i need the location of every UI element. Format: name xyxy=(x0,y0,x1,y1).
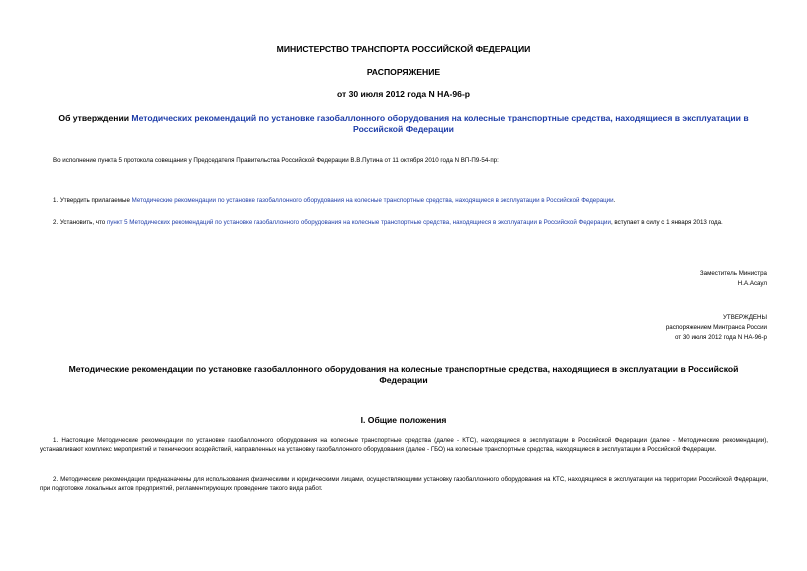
section-1-p2-text: 2. Методические рекомендации предназначены для использования физическими и юридическими лицами, осуществляющими установку газобаллонного оборудования на КТС, находящиеся в эксплуатации на территории Российской Федерации, при подготовке локальных актов предприятий, регламентирующих проведение такого вида работ. xyxy=(40,476,768,493)
item-1-paragraph xyxy=(40,196,768,205)
signature-name: Н.А.Асаул xyxy=(737,280,767,287)
item-1-suffix: . xyxy=(613,197,616,204)
approval-line-3: от 30 июля 2012 года N НА-96-р xyxy=(674,334,767,341)
item-2-suffix: , вступает в силу с 1 января 2013 года. xyxy=(610,219,723,226)
order-title xyxy=(40,113,767,135)
document-type-heading: РАСПОРЯЖЕНИЕ xyxy=(366,67,441,77)
section-1-heading: I. Общие положения xyxy=(360,415,447,425)
item-2-paragraph xyxy=(40,218,768,227)
section-1-paragraph-2 xyxy=(40,475,768,493)
order-title-link[interactable]: Методических рекомендаций по установке газобаллонного оборудования на колесные транспортные средства, находящиеся в эксплуатации в Российской Федерации xyxy=(131,113,749,134)
item-2-prefix: 2. Установить, что xyxy=(53,219,107,226)
preamble-text: Во исполнение пункта 5 протокола совещания у Председателя Правительства Российской Федерации В.В.Путина от 11 октября 2010 года N ВП-П9-54-пр: xyxy=(53,157,499,164)
approval-line-2: распоряжением Минтранса России xyxy=(665,324,767,331)
ministry-heading: МИНИСТЕРСТВО ТРАНСПОРТА РОССИЙСКОЙ ФЕДЕРАЦИИ xyxy=(276,44,531,54)
item-1-link[interactable]: Методические рекомендации по установке газобаллонного оборудования на колесные транспортные средства, находящиеся в эксплуатации в Российской Федерации xyxy=(131,197,614,204)
order-title-prefix: Об утверждении xyxy=(58,113,132,123)
item-2-link[interactable]: пункт 5 Методических рекомендаций по установке газобаллонного оборудования на колесные транспортные средства, находящиеся в эксплуатации в Российской Федерации xyxy=(106,219,611,226)
approval-line-1: УТВЕРЖДЕНЫ xyxy=(723,314,767,321)
section-1-p1-text: 1. Настоящие Методические рекомендации по установке газобаллонного оборудования на колесные транспортные средства (далее - КТС), находящиеся в эксплуатации в Российской Федерации (далее - Методические рекомендации), устанавливают комплекс мероприятий и технических воздействий, направленных на установку газобаллонного оборудования (далее - ГБО) на колесные транспортные средства, находящиеся в эксплуатации в Российской Федерации. xyxy=(40,437,768,454)
approval-block xyxy=(666,313,767,343)
section-1-paragraph-1 xyxy=(40,436,768,454)
signature-position: Заместитель Министра xyxy=(699,270,767,277)
signature-block xyxy=(700,269,767,289)
date-number-heading: от 30 июля 2012 года N НА-96-р xyxy=(336,89,471,99)
preamble-paragraph xyxy=(40,156,768,165)
item-1-prefix: 1. Утвердить прилагаемые xyxy=(53,197,132,204)
appendix-title: Методические рекомендации по установке газобаллонного оборудования на колесные транспортные средства, находящиеся в эксплуатации в Российской Федерации xyxy=(68,364,739,385)
